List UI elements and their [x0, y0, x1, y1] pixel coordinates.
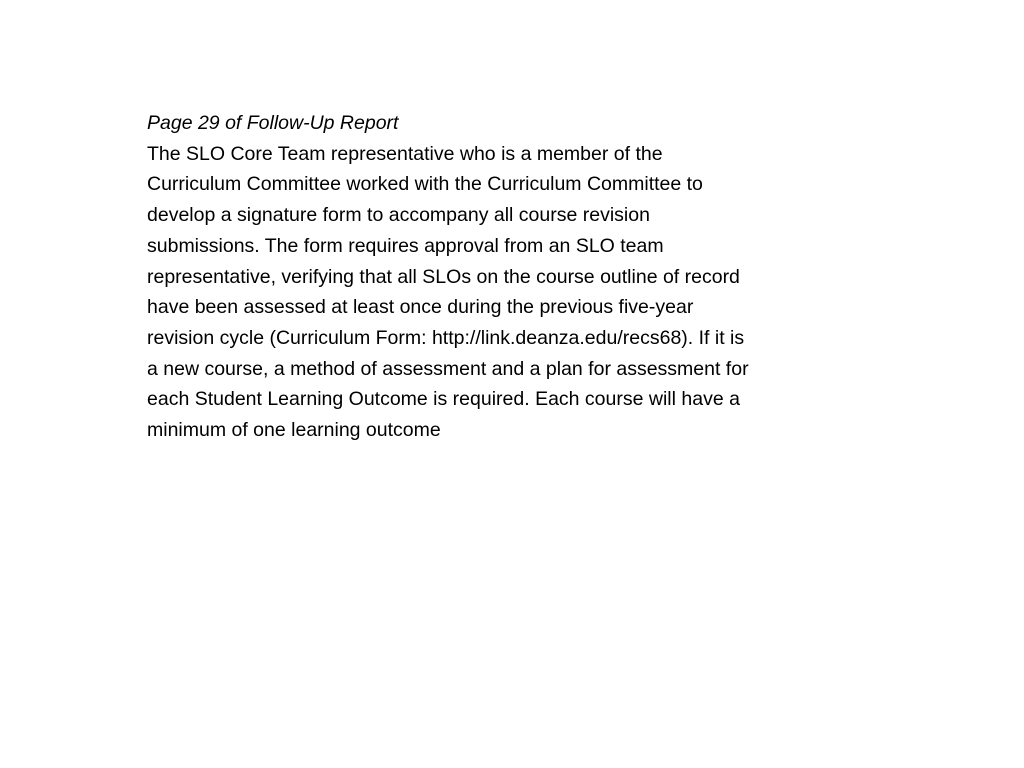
- body-line: have been assessed at least once during the previous five-year: [147, 296, 694, 319]
- body-line: each Student Learning Outcome is required. Each course will have a: [147, 388, 740, 411]
- body-paragraph: [147, 139, 892, 446]
- body-line: Curriculum Committee worked with the Curriculum Committee to: [147, 173, 703, 196]
- body-line: develop a signature form to accompany all course revision: [147, 204, 650, 227]
- body-line: minimum of one learning outcome: [147, 419, 441, 442]
- body-line: revision cycle (Curriculum Form: http://link.deanza.edu/recs68). If it is: [147, 326, 745, 349]
- report-page-reference: Page 29 of Follow-Up Report: [147, 112, 399, 134]
- body-line: a new course, a method of assessment and a plan for assessment for: [147, 357, 749, 380]
- slide-text-block: [147, 108, 892, 446]
- body-line: submissions. The form requires approval from an SLO team: [147, 234, 664, 257]
- body-line: The SLO Core Team representative who is a member of the: [147, 142, 663, 165]
- body-line: representative, verifying that all SLOs on the course outline of record: [147, 265, 740, 288]
